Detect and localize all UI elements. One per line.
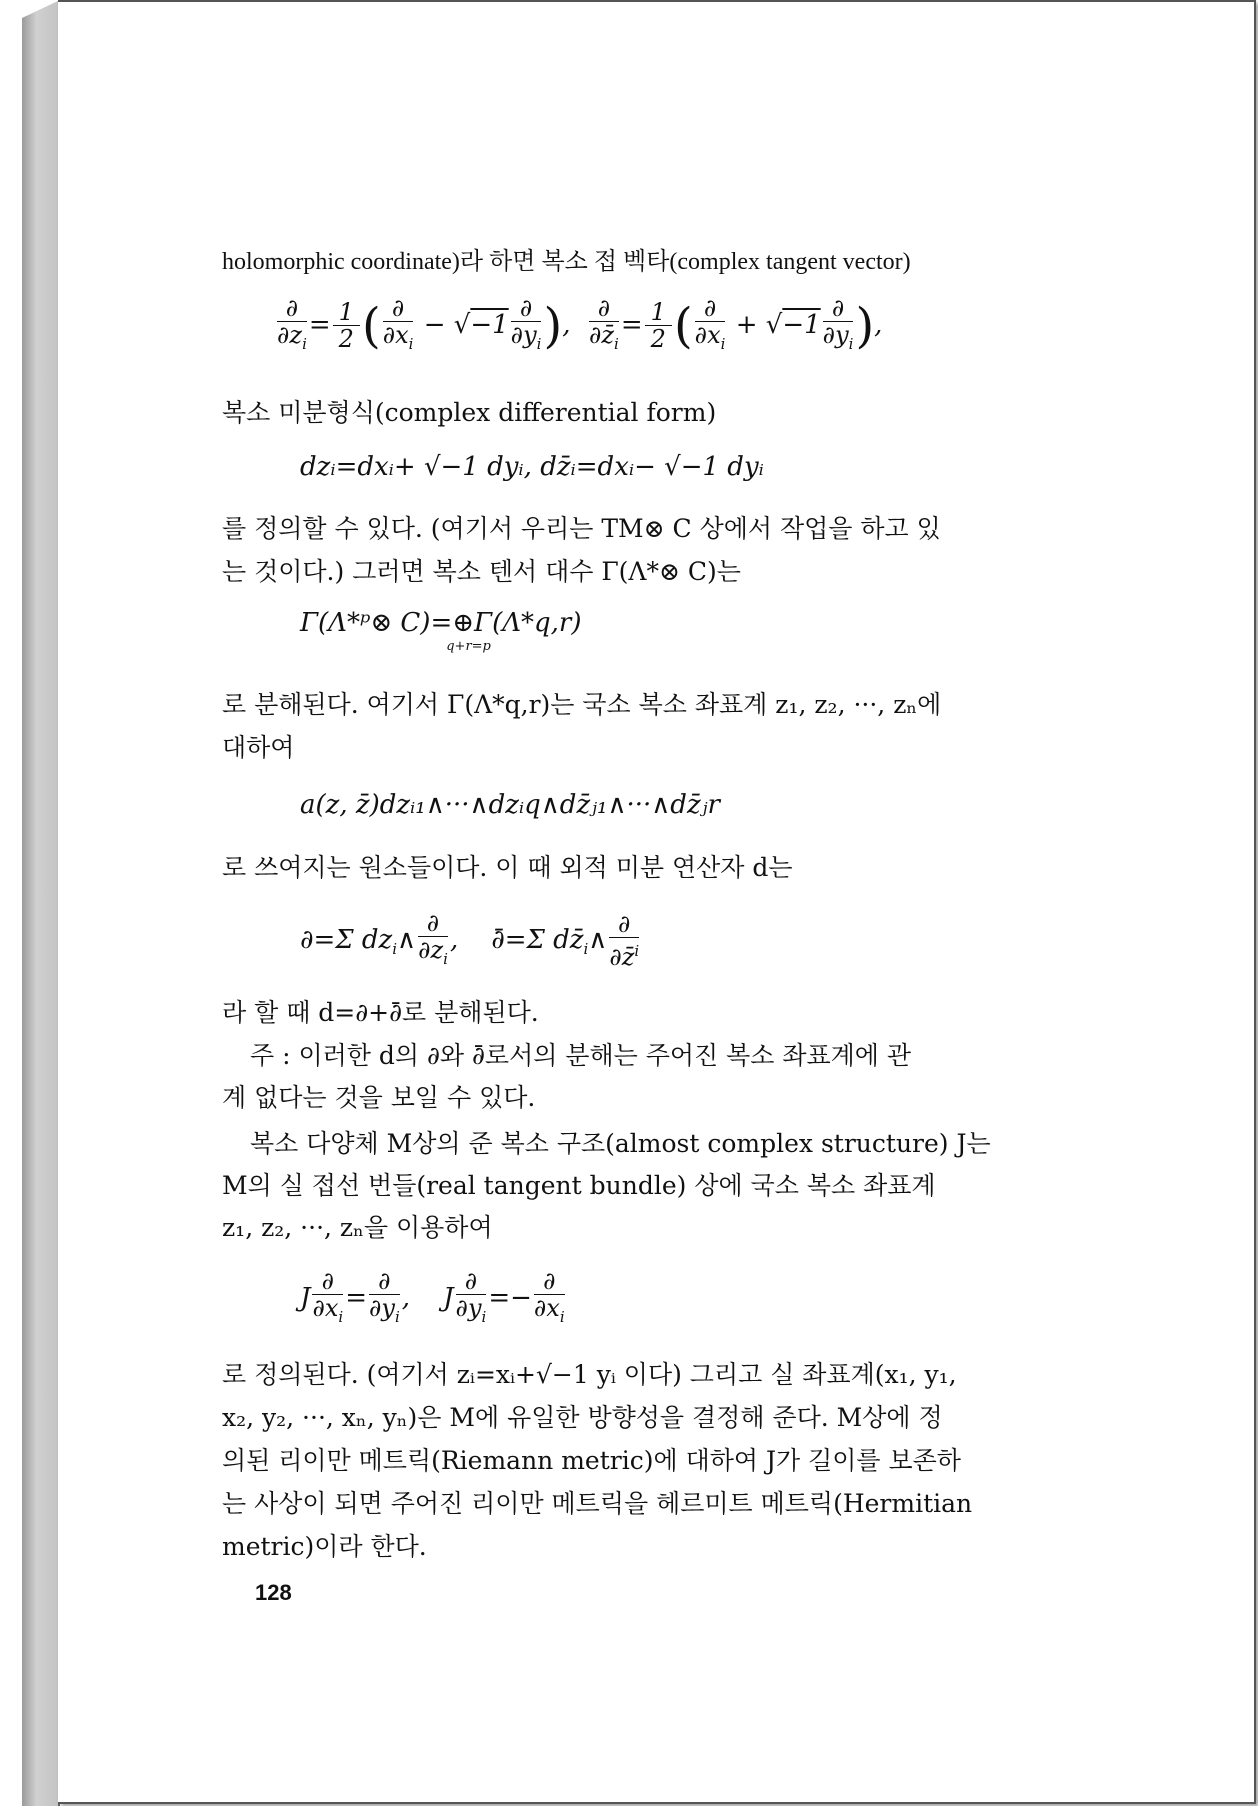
equation-partials: $\frac{\partial}{\partial z_i}$ = $\frac{1}{2}$ ( $\frac{\partial}{\partial x_i}$ − √−1 $\frac{\partial}{\partial y_i}$ ), $\frac{\partial}{\partial z̄_i}$ = $\frac{1}{2}$ ( $\frac{\partial}{\partial x_i}$ + √−1 $\frac{\partial}{\partial y_i}$ ), bbox=[277, 294, 883, 354]
spine-corner bbox=[22, 0, 60, 18]
text-line-11: 로 쓰여지는 원소들이다. 이 때 외적 미분 연산자 d는 bbox=[222, 853, 793, 882]
equation-J: J $\frac{\partial}{\partial x_i}$ = $\frac{\partial}{\partial y_i}$ , J $\frac{\partial}{\partial y_i}$ =− $\frac{\partial}{\partial x_i}$ bbox=[300, 1267, 565, 1326]
text-line-24: metric)이라 한다. bbox=[222, 1532, 427, 1561]
equation-form: a(z, z̄)dzᵢ₁∧···∧dzᵢq∧dz̄ⱼ₁∧···∧dz̄ⱼr bbox=[300, 790, 720, 820]
text-line-9: 대하여 bbox=[222, 733, 295, 762]
text-line-5: 를 정의할 수 있다. (여기서 우리는 TM⊗ C 상에서 작업을 하고 있 bbox=[222, 514, 941, 543]
text-line-8: 로 분해된다. 여기서 Γ(Λ*q,r)는 국소 복소 좌표계 z₁, z₂, ···, zₙ에 bbox=[222, 690, 942, 719]
text-line-21: x₂, y₂, ···, xₙ, yₙ)은 M에 유일한 방향성을 결정해 준다. M상에 정 bbox=[222, 1403, 943, 1432]
page-number: 128 bbox=[255, 1580, 292, 1605]
text-line-18: z₁, z₂, ···, zₙ을 이용하여 bbox=[222, 1213, 493, 1242]
book-spine bbox=[22, 0, 60, 1806]
text-line-23: 는 사상이 되면 주어진 리이만 메트릭을 헤르미트 메트릭(Hermitian bbox=[222, 1489, 973, 1518]
decomp-right: Γ(Λ*q,r) bbox=[474, 608, 582, 638]
text-line-13: 라 할 때 d=∂+∂̄로 분해된다. bbox=[222, 998, 539, 1027]
equation-decomposition bbox=[300, 608, 582, 654]
text-line-14: 주 : 이러한 d의 ∂와 ∂̄로서의 분해는 주어진 복소 좌표계에 관 bbox=[250, 1041, 912, 1070]
text-line-22: 의된 리이만 메트릭(Riemann metric)에 대하여 J가 길이를 보존하 bbox=[222, 1446, 961, 1475]
equation-operators: ∂=Σ $dz_i\wedge$ $\frac{\partial}{\partial z_i}$ , ∂̄=Σ $dz̄_i\wedge$ $\frac{\partial}{\partial z̄^i}$ bbox=[300, 909, 640, 972]
oplus-index: q+r=p bbox=[446, 639, 491, 654]
decomp-left: Γ(Λ*ᵖ⊗ C)= bbox=[300, 608, 453, 638]
text-line-6: 는 것이다.) 그러면 복소 텐서 대수 Γ(Λ*⊗ C)는 bbox=[222, 557, 741, 586]
oplus-symbol: ⊕ q+r=p bbox=[452, 608, 474, 638]
text-line-1: holomorphic coordinate)라 하면 복소 접 벡타(complex tangent vector) bbox=[222, 249, 911, 275]
text-line-20: 로 정의된다. (여기서 zᵢ=xᵢ+√−1 yᵢ 이다) 그리고 실 좌표계(x₁, y₁, bbox=[222, 1360, 957, 1389]
text-line-15: 계 없다는 것을 보일 수 있다. bbox=[222, 1083, 536, 1112]
text-line-16: 복소 다양체 M상의 준 복소 구조(almost complex structure) J는 bbox=[250, 1129, 991, 1158]
text-line-17: M의 실 접선 번들(real tangent bundle) 상에 국소 복소 좌표계 bbox=[222, 1171, 936, 1200]
text-line-3: 복소 미분형식(complex differential form) bbox=[222, 398, 717, 427]
equation-dz: dzᵢ=dxᵢ+ √−1 dyᵢ, dz̄ᵢ=dxᵢ− √−1 dyᵢ bbox=[300, 452, 764, 482]
